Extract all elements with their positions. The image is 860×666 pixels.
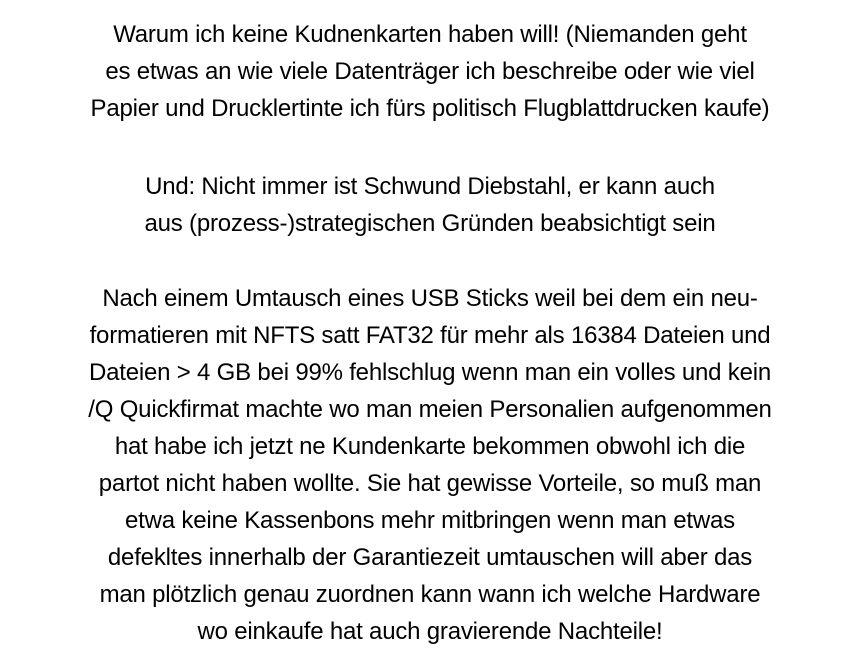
text-line: Warum ich keine Kudnenkarten haben will! (Niemanden geht xyxy=(113,21,747,48)
text-line: defekltes innerhalb der Garantiezeit umtauschen will aber das xyxy=(107,544,753,571)
text-line: Und: Nicht immer ist Schwund Diebstahl, er kann auch xyxy=(145,173,715,200)
paragraph-note xyxy=(0,168,860,242)
text-line: formatieren mit NFTS satt FAT32 für mehr als 16384 Dateien und xyxy=(89,322,771,349)
paragraph-body xyxy=(0,280,860,650)
text-line: man plötzlich genau zuordnen kann wann ich welche Hardware xyxy=(99,581,761,608)
text-line: hat habe ich jetzt ne Kundenkarte bekommen obwohl ich die xyxy=(114,433,746,460)
text-line: Papier und Drucklertinte ich fürs politisch Flugblattdrucken kaufe) xyxy=(90,95,770,122)
text-line: Dateien > 4 GB bei 99% fehlschlug wenn man ein volles und kein xyxy=(88,359,772,386)
text-line: etwa keine Kassenbons mehr mitbringen wenn man etwas xyxy=(125,507,735,534)
text-line: es etwas an wie viele Datenträger ich beschreibe oder wie viel xyxy=(105,58,755,85)
text-line: aus (prozess-)strategischen Gründen beabsichtigt sein xyxy=(144,210,716,237)
text-line: Nach einem Umtausch eines USB Sticks weil bei dem ein neu- xyxy=(102,285,758,312)
paragraph-title xyxy=(0,16,860,127)
text-line: /Q Quickfirmat machte wo man meien Personalien aufgenommen xyxy=(88,396,772,423)
text-line: wo einkaufe hat auch gravierende Nachteile! xyxy=(197,618,663,645)
text-line: partot nicht haben wollte. Sie hat gewisse Vorteile, so muß man xyxy=(98,470,762,497)
